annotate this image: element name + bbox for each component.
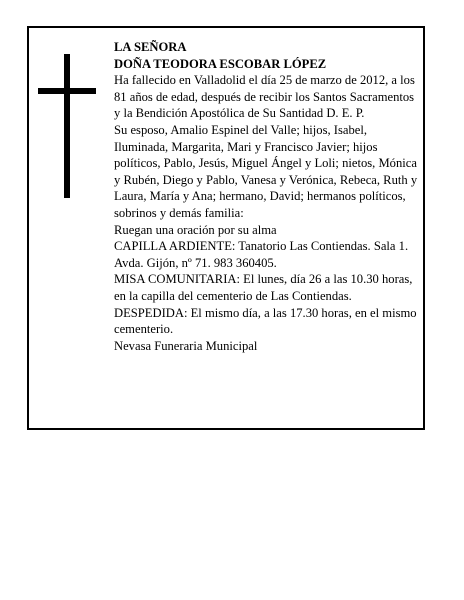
mass-info: MISA COMUNITARIA: El lunes, día 26 a las 10.30 horas, en la capilla del cementerio de Las Contiendas. [114,272,413,303]
cross-icon [38,54,96,198]
farewell-info: DESPEDIDA: El mismo día, a las 17.30 horas, en el mismo cementerio. [114,305,417,337]
cross-horizontal-bar [38,88,96,94]
death-announcement: Ha fallecido en Valladolid el día 25 de marzo de 2012, a los 81 años de edad, después de recibir los Santos Sacramentos y la Bendición Apostólica de Su Santidad D. E. P. [114,73,415,121]
prayer-request: Ruegan una oración por su alma [114,222,277,237]
notice-text [114,39,420,354]
deceased-name: DOÑA TEODORA ESCOBAR LÓPEZ [114,56,327,71]
chapel-info: CAPILLA ARDIENTE: Tanatorio Las Contiendas. Sala 1. Avda. Gijón, nº 71. 983 360405. [114,239,409,270]
funeral-home: Nevasa Funeraria Municipal [114,338,258,353]
cross-vertical-bar [64,54,70,198]
family-list: Su esposo, Amalio Espinel del Valle; hijos, Isabel, Iluminada, Margarita, Mari y Francisco Javier; hijos políticos, Pablo, Jesús, Miguel Ángel y Loli; nietos, Mónica y Rubén, Diego y Pablo, Vanesa y Verónica, Rebeca, Ruth y Laura, María y Ana; hermano, David; hermanos políticos, sobrinos y demás familia: [114,122,418,220]
notice-title: LA SEÑORA [114,40,187,54]
